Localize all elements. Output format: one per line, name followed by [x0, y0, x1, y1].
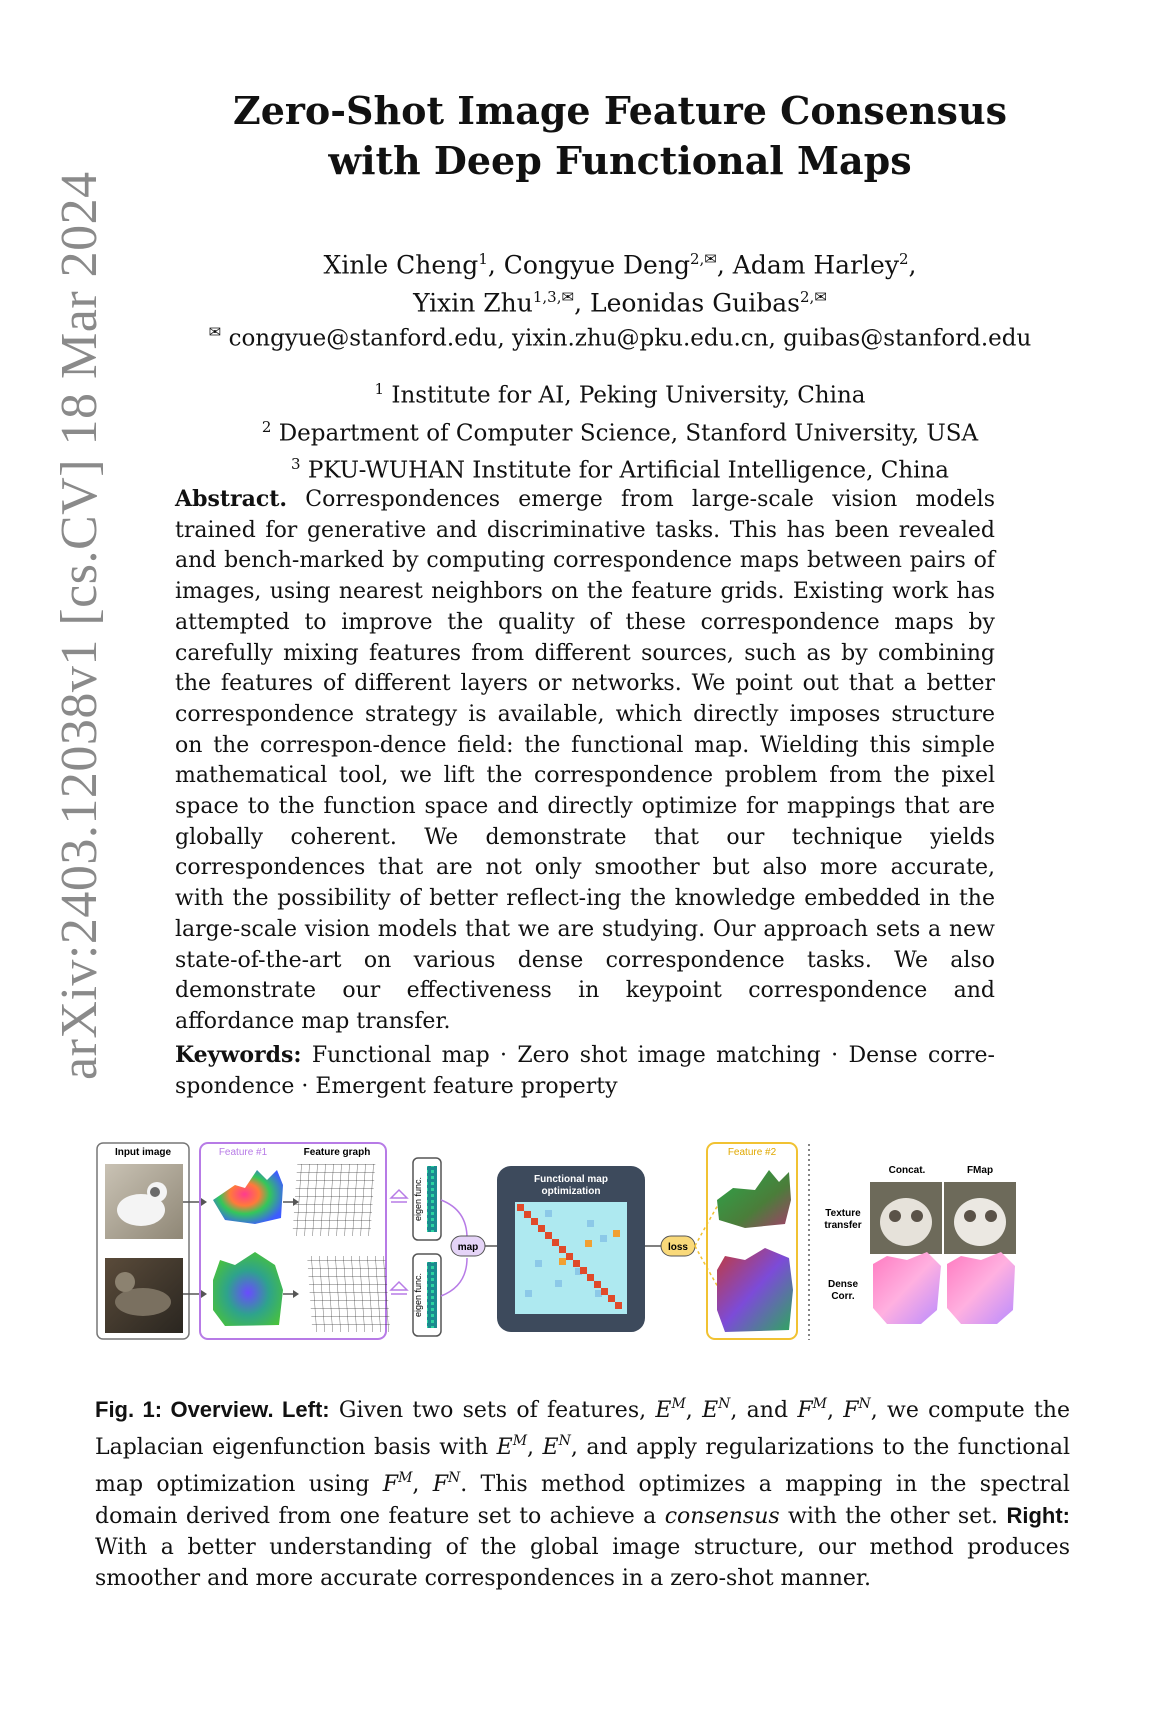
triangle-icon — [391, 1190, 407, 1198]
keywords-label: Keywords: — [175, 1042, 302, 1068]
feature1-label: Feature #1 — [218, 1147, 268, 1158]
dense-concat-image — [873, 1252, 941, 1324]
author-name: Yixin Zhu — [413, 288, 533, 318]
affiliation-item — [180, 374, 1060, 412]
author-line-2: Yixin Zhu$^{1,3,✉}$, Leonidas Guibas$^{2,✉}$ — [413, 288, 827, 318]
feature-graph-1 — [292, 1164, 375, 1236]
dense-fmap-image — [947, 1252, 1015, 1324]
abstract — [175, 484, 995, 1038]
affiliation-name: Institute for AI, Peking University, China — [391, 382, 866, 409]
affiliation-number: 2 — [261, 417, 272, 436]
fmap-opt-title-2: optimization — [541, 1186, 601, 1197]
caption-right-label: Right: — [1006, 1503, 1070, 1528]
author-line-1: Xinle Cheng$^1$, Congyue Deng$^{2,✉}$, Adam Harley$^2$, — [323, 250, 917, 280]
feature-graph-label: Feature graph — [303, 1147, 371, 1158]
caption-label: Fig. 1: Overview. Left: — [95, 1397, 330, 1422]
caption-text: with the other set. — [788, 1504, 999, 1529]
fmap-label: FMap — [966, 1165, 994, 1176]
arxiv-identifier: arXiv:2403.12038v1 [cs.CV] 18 Mar 2024 — [51, 171, 108, 1080]
texture-transfer-label-2: transfer — [824, 1220, 862, 1231]
email-list: congyue@stanford.edu, yixin.zhu@pku.edu.cn, guibas@stanford.edu — [228, 325, 1032, 352]
author-affil: 1,3,✉ — [532, 288, 575, 307]
feature-graph-2 — [307, 1256, 390, 1332]
caption-text: This method optimizes a mapping in the spectral domain derived from one feature set to achieve a — [95, 1472, 1070, 1529]
affiliation-number: 1 — [374, 380, 385, 398]
contact-emails — [150, 323, 1090, 352]
map-label: map — [457, 1242, 479, 1253]
author-name: Adam Harley — [732, 250, 899, 280]
abstract-label: Abstract. — [175, 486, 288, 512]
author-affil: 2,✉ — [689, 250, 717, 268]
author-name: Leonidas Guibas — [589, 288, 801, 318]
feature-map-cat-2 — [213, 1252, 283, 1326]
feature2-map-cat-2 — [717, 1248, 793, 1332]
abstract-text: Correspondences emerge from large-scale vision models trained for generative and discriminative tasks. This has been revealed and bench-marked by computing correspondence maps between pairs of images, using nearest neighbors on the feature grids. Existing work has attempted to improve the quality of these correspondence maps by carefully mixing features from different sources, such as by combining the features of different layers or networks. We point out that a better correspondence strategy is available, which directly imposes structure on the correspon-dence field: the functional map. Wielding this simple mathematical tool, we lift the correspondence problem from the pixel space to the function space and directly optimize for mappings that are globally coherent. We demonstrate that our technique yields correspondences that are not only smoother but also more accurate, with the possibility of better reflect-ing the knowledge embedded in the large-scale vision models that we are studying. Our approach sets a new state-of-the-art on various dense correspondence tasks. We also demonstrate our effectiveness in keypoint correspondence and affordance map transfer. — [175, 487, 995, 1034]
loss-label: loss — [667, 1242, 689, 1253]
caption-text: and — [746, 1398, 789, 1423]
dense-corr-label-2: Corr. — [831, 1291, 855, 1302]
author-affil: 2,✉ — [800, 288, 827, 307]
affiliation-name: Department of Computer Science, Stanford University, USA — [278, 420, 979, 447]
author-affil: 1 — [478, 250, 488, 268]
author-affil: 2 — [898, 250, 909, 268]
affiliation-item — [180, 449, 1060, 487]
input-image-label: Input image — [114, 1147, 172, 1158]
feature-map-cat-1 — [213, 1170, 283, 1224]
author-list — [180, 243, 1060, 320]
author-name: Congyue Deng — [503, 250, 690, 280]
dense-corr-label-1: Dense — [827, 1279, 859, 1290]
keywords-text: Functional map · Zero shot image matching · Dense corre-spondence · Emergent feature property — [175, 1043, 995, 1099]
envelope-icon: ✉ — [208, 323, 222, 341]
concat-label: Concat. — [888, 1165, 926, 1176]
affiliation-number: 3 — [290, 455, 301, 474]
eigen-func-label: eigen func. — [413, 1176, 423, 1222]
affiliations — [180, 374, 1060, 487]
keywords — [175, 1040, 995, 1102]
caption-text: we compute the Laplacian eigenfunction basis with — [95, 1398, 1070, 1460]
title-line-1: Zero-Shot Image Feature Consensus — [233, 88, 1007, 133]
triangle-icon — [391, 1282, 407, 1290]
affiliation-name: PKU-WUHAN Institute for Artificial Intelligence, China — [307, 457, 950, 484]
feature2-label: Feature #2 — [727, 1147, 777, 1158]
caption-emphasis: consensus — [664, 1504, 780, 1529]
paper-title — [180, 86, 1060, 186]
fmap-opt-title-1: Functional map — [534, 1174, 608, 1185]
overview-figure — [95, 1140, 1070, 1380]
caption-text: Given two sets of features, — [338, 1398, 647, 1423]
caption-text: and apply regularizations to the functional map optimization using — [95, 1435, 1070, 1497]
eigen-func-label: eigen func. — [413, 1272, 423, 1318]
title-line-2: with Deep Functional Maps — [328, 138, 912, 183]
figure-caption: Fig. 1: Overview. Left: Given two sets of features, $E^M$, $E^N$, and $F^M$, $F^N$, we compute the Laplacian eigenfunction basis with $E^M$, $E^N$, and apply regularizations to the functional map optimization using $F^M$, $F^N$. This method optimizes a mapping in the spectral domain derived from one feature set to achieve a consensus with the other set. Right: With a better understanding of the global image structure, our method produces smoother and more accurate correspondences in a zero-shot manner. — [95, 1396, 1070, 1591]
texture-transfer-label-1: Texture — [825, 1208, 861, 1219]
feature2-map-cat-1 — [717, 1170, 791, 1228]
author-name: Xinle Cheng — [323, 250, 479, 280]
caption-text: With a better understanding of the global image structure, our method produces smoother and more accurate correspondences in a zero-shot manner. — [95, 1535, 1070, 1591]
affiliation-item — [180, 412, 1060, 450]
